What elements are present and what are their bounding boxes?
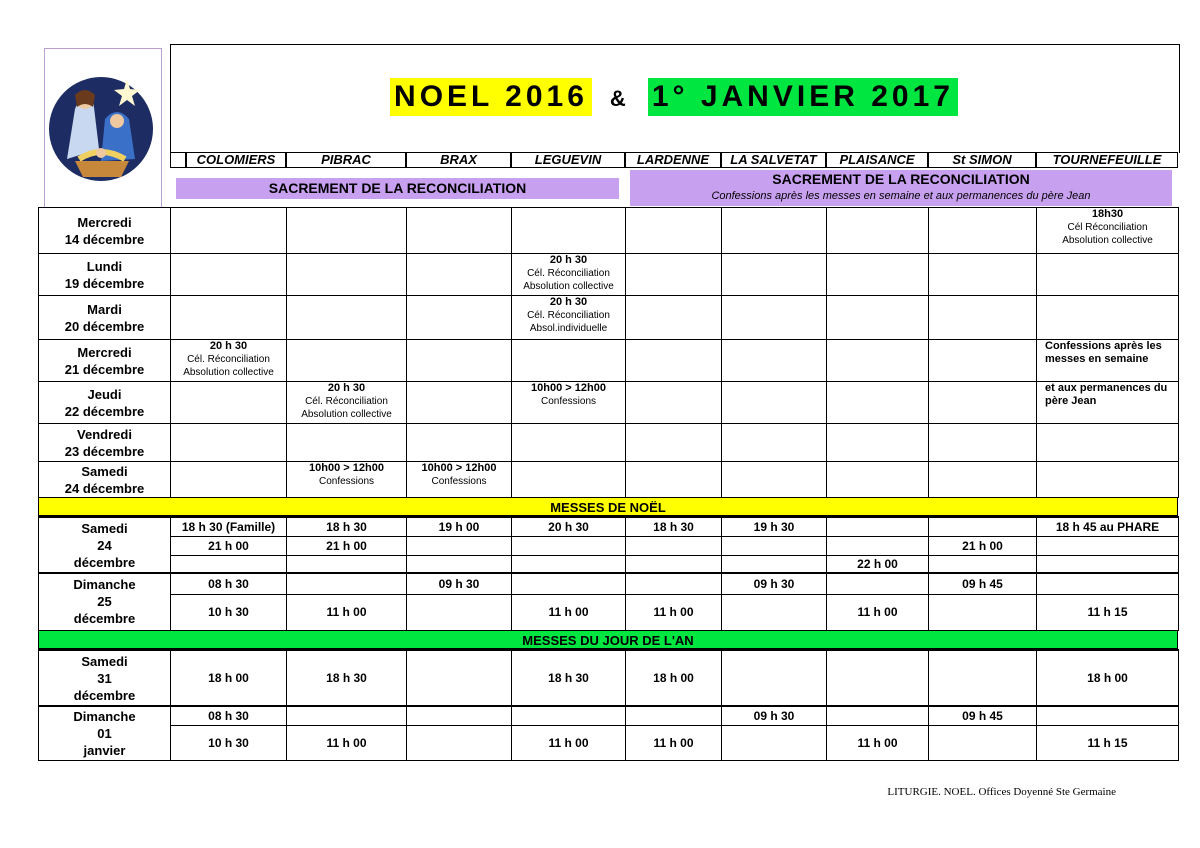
mass-row bbox=[39, 594, 1179, 630]
schedule-cell bbox=[407, 382, 512, 424]
mass-row bbox=[39, 573, 1179, 594]
schedule-cell bbox=[626, 382, 722, 424]
day-label: Samedi 24 décembre bbox=[39, 462, 171, 498]
schedule-cell bbox=[626, 208, 722, 254]
mass-time-cell bbox=[929, 725, 1037, 760]
mass-time-cell bbox=[722, 725, 827, 760]
mass-row bbox=[39, 650, 1179, 706]
mass-time-cell bbox=[722, 555, 827, 573]
mass-time-cell bbox=[1037, 573, 1179, 594]
day-label: Samedi 24 décembre bbox=[39, 517, 171, 573]
schedule-cell: 20 h 30 Cél. Réconciliation Absolution collective bbox=[287, 382, 407, 424]
schedule-cell bbox=[171, 424, 287, 462]
mass-row bbox=[39, 706, 1179, 725]
title-noel: NOEL 2016 bbox=[390, 78, 592, 116]
schedule-cell bbox=[1037, 254, 1179, 296]
schedule-cell bbox=[407, 254, 512, 296]
reconciliation-table bbox=[38, 207, 1179, 498]
schedule-cell: 10h00 > 12h00 Confessions bbox=[287, 462, 407, 498]
mass-time-cell: 21 h 00 bbox=[929, 536, 1037, 555]
mass-time-cell bbox=[287, 573, 407, 594]
schedule-cell bbox=[929, 340, 1037, 382]
sacrament-right-subtitle: Confessions après les messes en semaine et aux permanences du père Jean bbox=[711, 190, 1091, 202]
mass-time-cell bbox=[512, 573, 626, 594]
city-header-st-simon: St SIMON bbox=[928, 152, 1036, 168]
schedule-cell: 10h00 > 12h00 Confessions bbox=[407, 462, 512, 498]
mass-time-cell: 11 h 00 bbox=[626, 725, 722, 760]
mass-time-cell bbox=[407, 555, 512, 573]
mass-time-cell bbox=[512, 536, 626, 555]
mass-time-cell: 10 h 30 bbox=[171, 594, 287, 630]
mass-time-cell: 10 h 30 bbox=[171, 725, 287, 760]
mass-time-cell: 11 h 00 bbox=[827, 594, 929, 630]
schedule-cell bbox=[929, 462, 1037, 498]
schedule-cell bbox=[287, 296, 407, 340]
schedule-cell bbox=[827, 296, 929, 340]
schedule-cell bbox=[929, 254, 1037, 296]
mass-time-cell bbox=[827, 517, 929, 536]
schedule-cell bbox=[722, 208, 827, 254]
day-label: Samedi 31 décembre bbox=[39, 650, 171, 706]
mass-time-cell bbox=[1037, 536, 1179, 555]
mass-time-cell: 11 h 00 bbox=[287, 725, 407, 760]
schedule-cell bbox=[171, 208, 287, 254]
mass-time-cell bbox=[287, 555, 407, 573]
city-header-lardenne: LARDENNE bbox=[625, 152, 721, 168]
mass-time-cell: 11 h 00 bbox=[512, 725, 626, 760]
schedule-cell bbox=[827, 424, 929, 462]
schedule-cell bbox=[722, 462, 827, 498]
mass-time-cell: 21 h 00 bbox=[171, 536, 287, 555]
mass-time-cell bbox=[626, 536, 722, 555]
reconciliation-row bbox=[39, 208, 1179, 254]
mass-time-cell bbox=[827, 536, 929, 555]
schedule-cell bbox=[827, 208, 929, 254]
mass-time-cell: 18 h 30 bbox=[287, 650, 407, 706]
mass-time-cell: 18 h 00 bbox=[626, 650, 722, 706]
schedule-cell: 20 h 30 Cél. Réconciliation Absol.individuelle bbox=[512, 296, 626, 340]
schedule-cell bbox=[827, 254, 929, 296]
mass-time-cell bbox=[171, 555, 287, 573]
mass-time-cell: 18 h 30 bbox=[626, 517, 722, 536]
mass-time-cell bbox=[407, 594, 512, 630]
schedule-cell bbox=[626, 254, 722, 296]
reconciliation-row bbox=[39, 296, 1179, 340]
mass-time-cell: 18 h 30 bbox=[512, 650, 626, 706]
mass-time-cell: 21 h 00 bbox=[287, 536, 407, 555]
day-label: Mercredi 14 décembre bbox=[39, 208, 171, 254]
reconciliation-row bbox=[39, 382, 1179, 424]
sacrament-right-title: SACREMENT DE LA RECONCILIATION bbox=[772, 171, 1030, 187]
mass-time-cell bbox=[827, 573, 929, 594]
mass-time-cell: 19 h 30 bbox=[722, 517, 827, 536]
schedule-cell bbox=[626, 296, 722, 340]
schedule-cell: 20 h 30 Cél. Réconciliation Absolution collective bbox=[171, 340, 287, 382]
mass-time-cell bbox=[626, 706, 722, 725]
reconciliation-row bbox=[39, 462, 1179, 498]
mass-time-cell: 20 h 30 bbox=[512, 517, 626, 536]
day-label: Dimanche 01 janvier bbox=[39, 706, 171, 760]
mass-time-cell bbox=[626, 555, 722, 573]
schedule-cell bbox=[722, 382, 827, 424]
schedule-cell bbox=[626, 462, 722, 498]
schedule-cell bbox=[407, 296, 512, 340]
schedule-cell: 20 h 30 Cél. Réconciliation Absolution collective bbox=[512, 254, 626, 296]
schedule-cell bbox=[171, 382, 287, 424]
noel-masses-table bbox=[38, 516, 1179, 631]
mass-time-cell: 19 h 00 bbox=[407, 517, 512, 536]
sacrament-label-left: SACREMENT DE LA RECONCILIATION bbox=[176, 178, 619, 199]
day-label: Mercredi 21 décembre bbox=[39, 340, 171, 382]
mass-time-cell: 09 h 45 bbox=[929, 573, 1037, 594]
nativity-icon bbox=[45, 49, 161, 207]
mass-time-cell bbox=[407, 650, 512, 706]
schedule-cell bbox=[929, 382, 1037, 424]
mass-time-cell bbox=[626, 573, 722, 594]
title-ampersand: & bbox=[609, 86, 630, 111]
mass-time-cell bbox=[1037, 706, 1179, 725]
mass-time-cell: 11 h 00 bbox=[827, 725, 929, 760]
schedule-cell bbox=[512, 208, 626, 254]
mass-time-cell bbox=[827, 650, 929, 706]
schedule-cell: et aux permanences du père Jean bbox=[1037, 382, 1179, 424]
schedule-cell bbox=[827, 382, 929, 424]
schedule-cell bbox=[287, 254, 407, 296]
mass-time-cell: 18 h 00 bbox=[171, 650, 287, 706]
schedule-cell bbox=[407, 340, 512, 382]
mass-time-cell bbox=[929, 594, 1037, 630]
schedule-cell bbox=[722, 424, 827, 462]
city-header-spacer bbox=[170, 152, 186, 168]
schedule-cell bbox=[722, 340, 827, 382]
schedule-cell bbox=[722, 296, 827, 340]
mass-time-cell: 09 h 30 bbox=[722, 706, 827, 725]
city-header-tournefeuille: TOURNEFEUILLE bbox=[1036, 152, 1178, 168]
mass-time-cell bbox=[512, 555, 626, 573]
mass-time-cell: 09 h 30 bbox=[407, 573, 512, 594]
schedule-cell bbox=[407, 208, 512, 254]
band-messes-noel: MESSES DE NOËL bbox=[38, 497, 1178, 516]
mass-row bbox=[39, 555, 1179, 573]
schedule-cell bbox=[287, 208, 407, 254]
day-label: Mardi 20 décembre bbox=[39, 296, 171, 340]
schedule-cell bbox=[171, 254, 287, 296]
schedule-cell: Confessions après les messes en semaine bbox=[1037, 340, 1179, 382]
band-messes-jour-de-lan: MESSES DU JOUR DE L'AN bbox=[38, 630, 1178, 649]
schedule-cell bbox=[512, 340, 626, 382]
mass-time-cell bbox=[407, 725, 512, 760]
mass-time-cell: 11 h 15 bbox=[1037, 725, 1179, 760]
mass-time-cell bbox=[827, 706, 929, 725]
schedule-cell bbox=[1037, 296, 1179, 340]
schedule-cell: 18h30 Cél Réconciliation Absolution collective bbox=[1037, 208, 1179, 254]
day-label: Lundi 19 décembre bbox=[39, 254, 171, 296]
reconciliation-row bbox=[39, 340, 1179, 382]
mass-time-cell bbox=[287, 706, 407, 725]
schedule-cell bbox=[626, 424, 722, 462]
city-header-la-salvetat: LA SALVETAT bbox=[721, 152, 826, 168]
schedule-cell bbox=[722, 254, 827, 296]
mass-time-cell: 11 h 00 bbox=[287, 594, 407, 630]
mass-time-cell: 09 h 45 bbox=[929, 706, 1037, 725]
schedule-cell bbox=[827, 340, 929, 382]
city-header-brax: BRAX bbox=[406, 152, 511, 168]
mass-time-cell bbox=[722, 650, 827, 706]
mass-time-cell: 18 h 30 bbox=[287, 517, 407, 536]
day-label: Vendredi 23 décembre bbox=[39, 424, 171, 462]
mass-time-cell bbox=[722, 594, 827, 630]
mass-time-cell bbox=[407, 536, 512, 555]
schedule-cell bbox=[1037, 424, 1179, 462]
footer-text: LITURGIE. NOEL. Offices Doyenné Ste Germaine bbox=[887, 786, 1116, 798]
mass-time-cell: 22 h 00 bbox=[827, 555, 929, 573]
an-masses-table bbox=[38, 649, 1179, 761]
logo-frame bbox=[44, 48, 162, 208]
schedule-cell bbox=[171, 296, 287, 340]
sacrament-label-right bbox=[630, 170, 1172, 206]
mass-time-cell: 08 h 30 bbox=[171, 573, 287, 594]
mass-row bbox=[39, 517, 1179, 536]
mass-time-cell: 08 h 30 bbox=[171, 706, 287, 725]
schedule-cell bbox=[287, 424, 407, 462]
schedule-cell bbox=[287, 340, 407, 382]
schedule-cell bbox=[626, 340, 722, 382]
schedule-cell bbox=[929, 296, 1037, 340]
mass-time-cell bbox=[512, 706, 626, 725]
mass-time-cell: 11 h 15 bbox=[1037, 594, 1179, 630]
schedule-cell bbox=[1037, 462, 1179, 498]
page-title bbox=[170, 78, 1178, 116]
mass-time-cell bbox=[929, 650, 1037, 706]
mass-time-cell: 18 h 45 au PHARE bbox=[1037, 517, 1179, 536]
title-janvier: 1° JANVIER 2017 bbox=[648, 78, 958, 116]
reconciliation-row bbox=[39, 254, 1179, 296]
mass-time-cell: 11 h 00 bbox=[626, 594, 722, 630]
mass-row bbox=[39, 536, 1179, 555]
mass-time-cell bbox=[1037, 555, 1179, 573]
day-label: Dimanche 25 décembre bbox=[39, 573, 171, 630]
mass-row bbox=[39, 725, 1179, 760]
schedule-cell bbox=[929, 424, 1037, 462]
schedule-cell bbox=[512, 462, 626, 498]
mass-time-cell bbox=[722, 536, 827, 555]
city-header-plaisance: PLAISANCE bbox=[826, 152, 928, 168]
schedule-cell bbox=[512, 424, 626, 462]
mass-time-cell bbox=[929, 517, 1037, 536]
reconciliation-row bbox=[39, 424, 1179, 462]
mass-time-cell: 18 h 00 bbox=[1037, 650, 1179, 706]
schedule-cell bbox=[407, 424, 512, 462]
city-header-pibrac: PIBRAC bbox=[286, 152, 406, 168]
mass-time-cell: 09 h 30 bbox=[722, 573, 827, 594]
mass-time-cell bbox=[407, 706, 512, 725]
schedule-cell bbox=[827, 462, 929, 498]
mass-time-cell: 11 h 00 bbox=[512, 594, 626, 630]
mass-time-cell: 18 h 30 (Famille) bbox=[171, 517, 287, 536]
mass-time-cell bbox=[929, 555, 1037, 573]
schedule-cell: 10h00 > 12h00 Confessions bbox=[512, 382, 626, 424]
schedule-cell bbox=[171, 462, 287, 498]
schedule-cell bbox=[929, 208, 1037, 254]
day-label: Jeudi 22 décembre bbox=[39, 382, 171, 424]
city-header-colomiers: COLOMIERS bbox=[186, 152, 286, 168]
city-header-leguevin: LEGUEVIN bbox=[511, 152, 625, 168]
